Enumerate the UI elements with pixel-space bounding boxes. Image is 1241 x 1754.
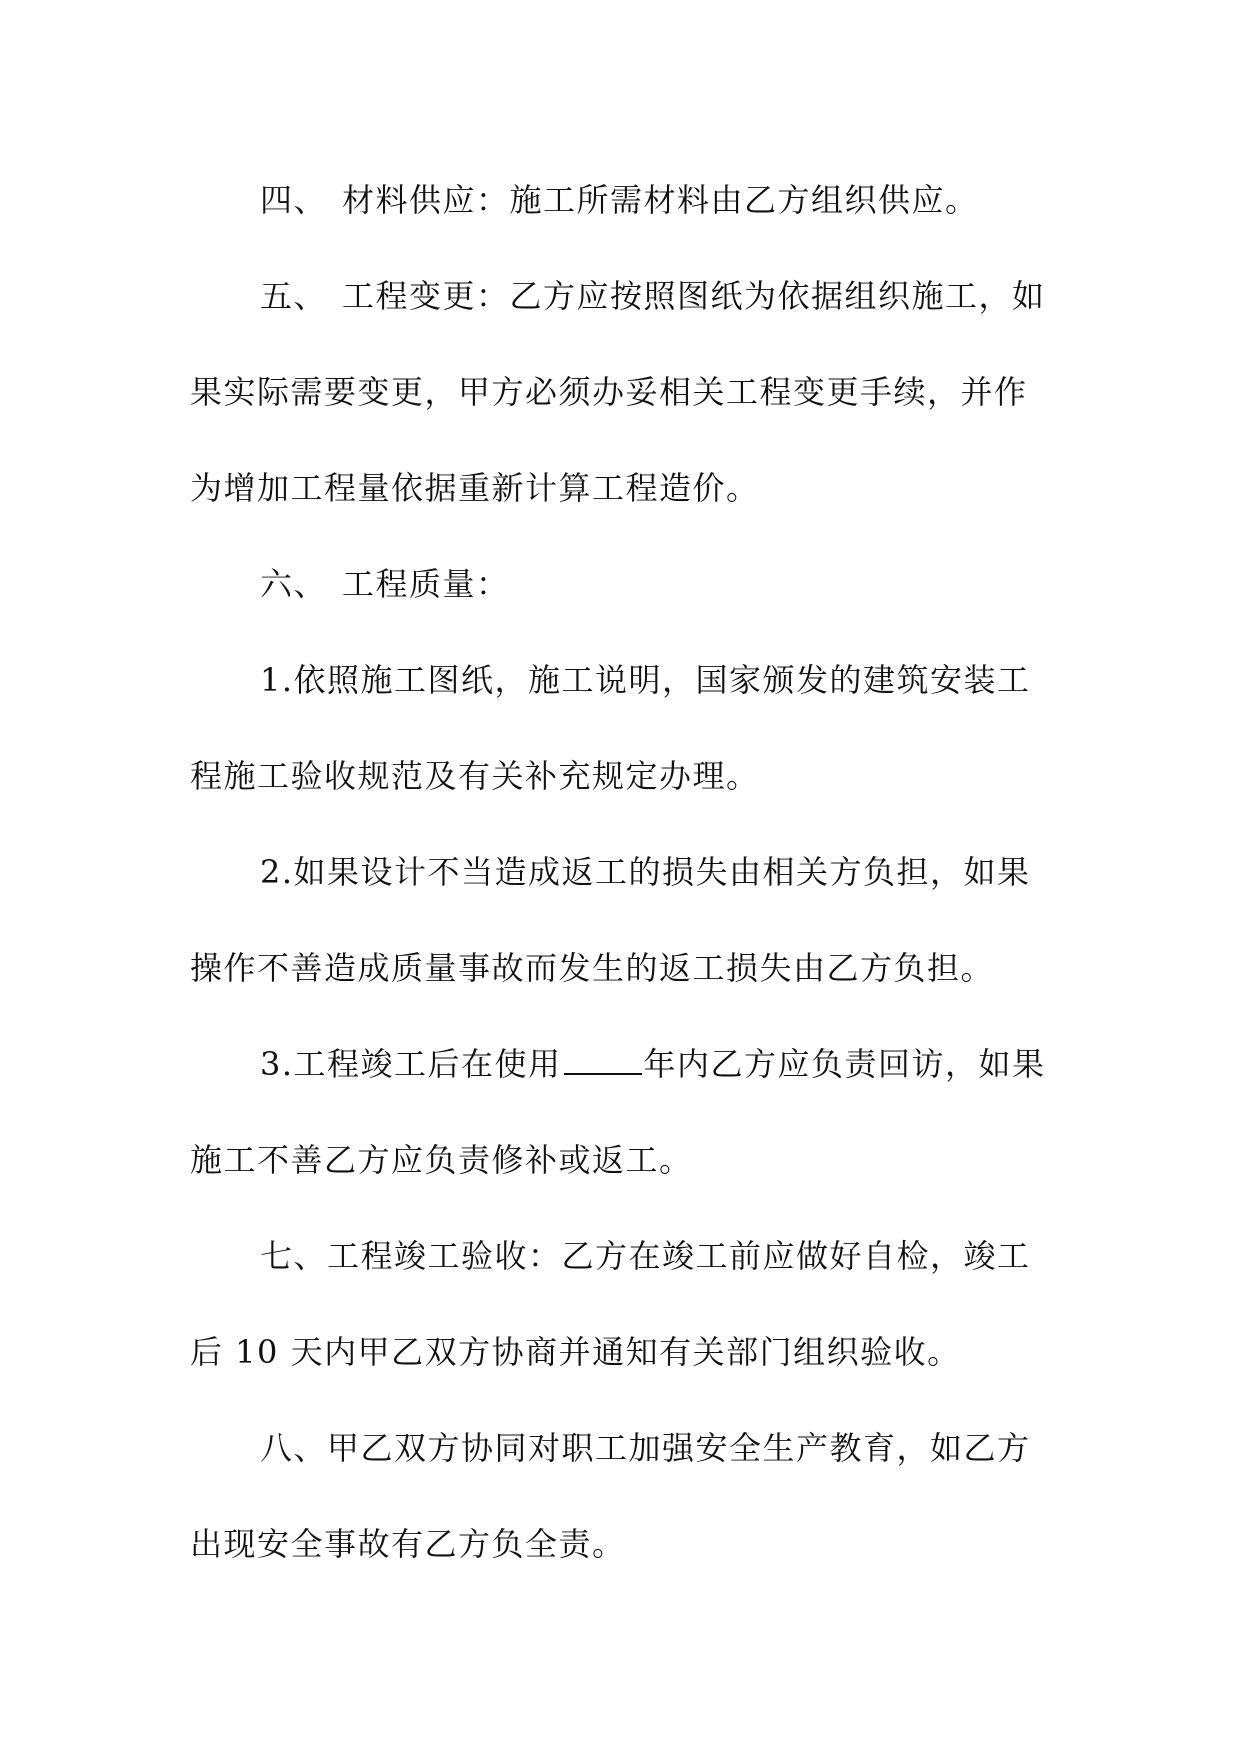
clause-five-line-2: 果实际需要变更，甲方必须办妥相关工程变更手续，并作: [190, 373, 1028, 411]
clause-four-text: 材料供应：施工所需材料由乙方组织供应。: [342, 181, 979, 219]
clause-five-line-3: 为增加工程量依据重新计算工程造价。: [190, 469, 760, 507]
clause-seven-line-2: 后 10 天内甲乙双方协商并通知有关部门组织验收。: [190, 1333, 961, 1371]
clause-six-text: 工程质量：: [342, 565, 510, 603]
clause-four: [0, 170, 1241, 230]
clause-six-item-3-after: 年内乙方应负责回访，如果: [643, 1045, 1046, 1083]
clause-six-item-2-line-1: 2.如果设计不当造成返工的损失由相关方负担，如果: [260, 853, 1031, 891]
years-blank-field: [564, 1039, 642, 1075]
clause-six-item-3-line-2: 施工不善乙方应负责修补或返工。: [190, 1141, 693, 1179]
clause-six-item-1-line-2: 程施工验收规范及有关补充规定办理。: [190, 757, 760, 795]
clause-five: [0, 266, 1241, 326]
clause-eight-line-2: 出现安全事故有乙方负全责。: [190, 1525, 626, 1563]
clause-five-marker: 五、: [260, 277, 328, 315]
clause-seven-line-1: 七、工程竣工验收：乙方在竣工前应做好自检，竣工: [260, 1237, 1031, 1275]
clause-six-item-3-line-1: [0, 1034, 1241, 1094]
clause-eight-line-1: 八、甲乙双方协同对职工加强安全生产教育，如乙方: [260, 1429, 1031, 1467]
clause-five-line-1: 工程变更：乙方应按照图纸为依据组织施工，如: [342, 277, 1046, 315]
clause-four-marker: 四、: [260, 181, 328, 219]
clause-six-item-2-line-2: 操作不善造成质量事故而发生的返工损失由乙方负担。: [190, 949, 995, 987]
clause-six-item-1-line-1: 1.依照施工图纸，施工说明，国家颁发的建筑安装工: [260, 661, 1031, 699]
clause-six-item-3-before: 3.工程竣工后在使用: [260, 1045, 562, 1083]
clause-six: [0, 554, 1241, 614]
clause-six-marker: 六、: [260, 565, 328, 603]
